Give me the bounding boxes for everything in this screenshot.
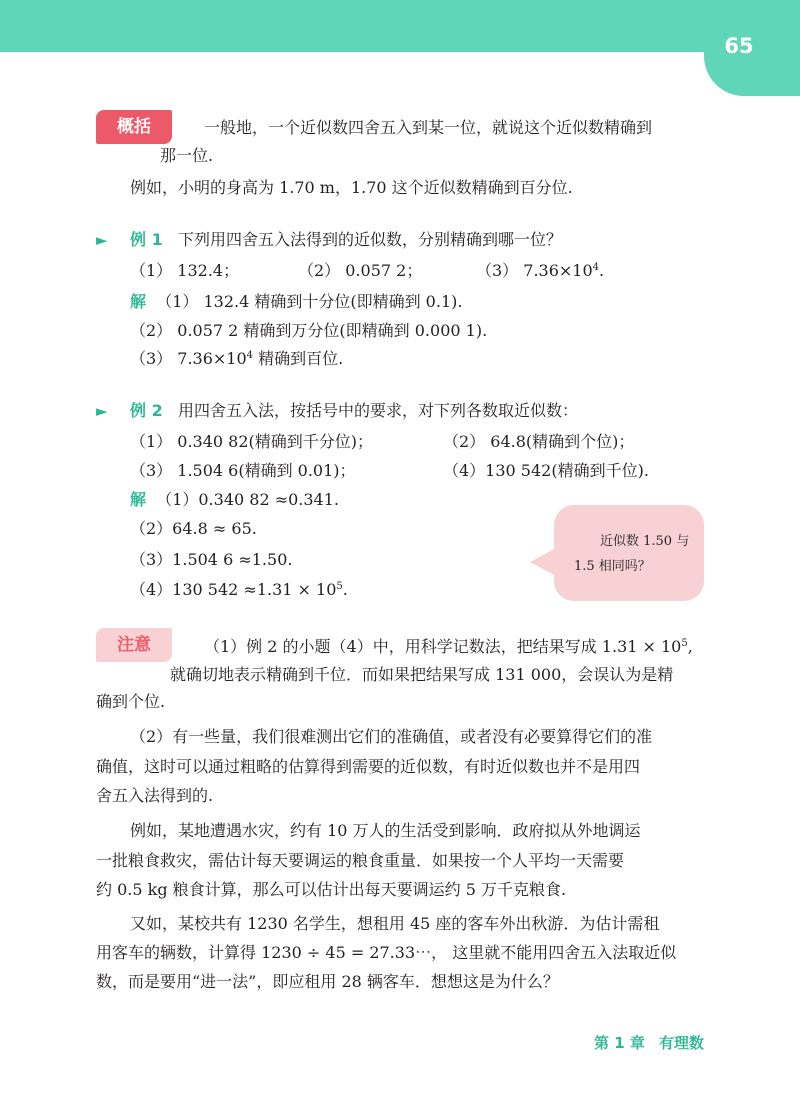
footer-title: 有理数 bbox=[658, 1034, 704, 1052]
note-p4-line-2: 用客车的辆数，计算得 1230 ÷ 45 = 27.33⋯， 这里就不能用四舍五入法取近似 bbox=[96, 943, 677, 962]
page-number: 65 bbox=[724, 34, 754, 58]
summary-line-2: 那一位. bbox=[160, 146, 214, 165]
example1-solution-label: 解 bbox=[130, 292, 147, 311]
note-p4-line-1: 又如，某校共有 1230 名学生，想租用 45 座的客车外出秋游．为估计需租 bbox=[130, 914, 660, 933]
note-p3-line-2: 一批粮食救灾，需估计每天要调运的粮食重量．如果按一个人平均一天需要 bbox=[96, 851, 625, 870]
example1-item-2: （2） 0.057 2； bbox=[298, 261, 423, 280]
bubble-line-2: 1.5 相同吗？ bbox=[574, 559, 651, 574]
example1-item-1: （1） 132.4； bbox=[130, 261, 240, 280]
note-p2-line-1: （2）有一些量，我们很难测出它们的准确值，或者没有必要算得它们的准 bbox=[130, 727, 653, 746]
note-p3-line-3: 约 0.5 kg 粮食计算，那么可以估计出每天要调运约 5 万千克粮食. bbox=[96, 880, 567, 899]
summary-example: 例如，小明的身高为 1.70 m，1.70 这个近似数精确到百分位. bbox=[130, 178, 573, 197]
example2-label: 例 2 bbox=[130, 401, 163, 420]
footer-chapter: 第 1 章 bbox=[594, 1034, 645, 1052]
note-p2-line-2: 确值，这时可以通过粗略的估算得到需要的近似数，有时近似数也并不是用四 bbox=[96, 757, 641, 776]
example1-solution-3: （3） $7.36\times 10^4$ 精确到百位. bbox=[130, 349, 344, 368]
example2-item-3: （3） 1.504 6(精确到 0.01)； bbox=[130, 461, 356, 480]
summary-badge: 概括 bbox=[96, 110, 172, 144]
note-p1-line-2: 就确切地表示精确到千位．而如果把结果写成 131 000，会误认为是精 bbox=[170, 665, 674, 684]
example2-item-4: （4）130 542(精确到千位). bbox=[443, 461, 649, 480]
example2-question: 用四舍五入法，按括号中的要求，对下列各数取近似数： bbox=[177, 401, 578, 420]
header-band bbox=[0, 0, 800, 52]
example1-label: 例 1 bbox=[130, 230, 163, 249]
example-arrow-icon: ► bbox=[96, 231, 108, 249]
example2-solution-label: 解 bbox=[130, 490, 147, 509]
bubble-line-1: 近似数 1.50 与 bbox=[600, 534, 690, 549]
example1-solution-2: （2） 0.057 2 精确到万分位(即精确到 0.000 1). bbox=[130, 321, 488, 340]
example2-question-line bbox=[130, 400, 578, 422]
example1-question-line bbox=[130, 229, 562, 251]
example2-solution-2: （2）64.8 ≈ 65. bbox=[130, 519, 257, 538]
chapter-footer bbox=[594, 1032, 704, 1053]
note-badge: 注意 bbox=[96, 628, 172, 662]
example-arrow-icon: ► bbox=[96, 402, 108, 420]
note-p2-line-3: 舍五入法得到的. bbox=[96, 786, 214, 805]
example2-item-1: （1） 0.340 82(精确到千分位)； bbox=[130, 432, 374, 451]
example1-item-3: （3） $7.36\times 10^4$. bbox=[476, 261, 605, 280]
note-p3-line-1: 例如，某地遭遇水灾，约有 10 万人的生活受到影响．政府拟从外地调运 bbox=[130, 821, 641, 840]
note-p1-line-1: （1）例 2 的小题（4）中，用科学记数法，把结果写成 $1.31 \times 10^5$, bbox=[204, 637, 693, 656]
note-p1-line-3: 确到个位. bbox=[96, 692, 166, 711]
example2-solution-1: 解 （1）0.340 82 ≈0.341. bbox=[130, 490, 340, 509]
example1-solution-1: 解 （1） 132.4 精确到十分位(即精确到 0.1). bbox=[130, 292, 463, 311]
speech-bubble-tail bbox=[530, 548, 556, 576]
example1-question: 下列用四舍五入法得到的近似数，分别精确到哪一位？ bbox=[177, 230, 562, 249]
note-p4-line-3: 数，而是要用“进一法”，即应租用 28 辆客车．想想这是为什么？ bbox=[96, 972, 559, 991]
example2-item-2: （2） 64.8(精确到个位)； bbox=[443, 432, 635, 451]
speech-bubble bbox=[554, 505, 704, 601]
summary-line-1: 一般地，一个近似数四舍五入到某一位，就说这个近似数精确到 bbox=[204, 118, 653, 137]
example2-solution-4: （4）130 $542 \approx 1.31 \times 10^5$. bbox=[130, 580, 348, 599]
example2-solution-3: （3）1.504 6 ≈1.50. bbox=[130, 550, 293, 569]
